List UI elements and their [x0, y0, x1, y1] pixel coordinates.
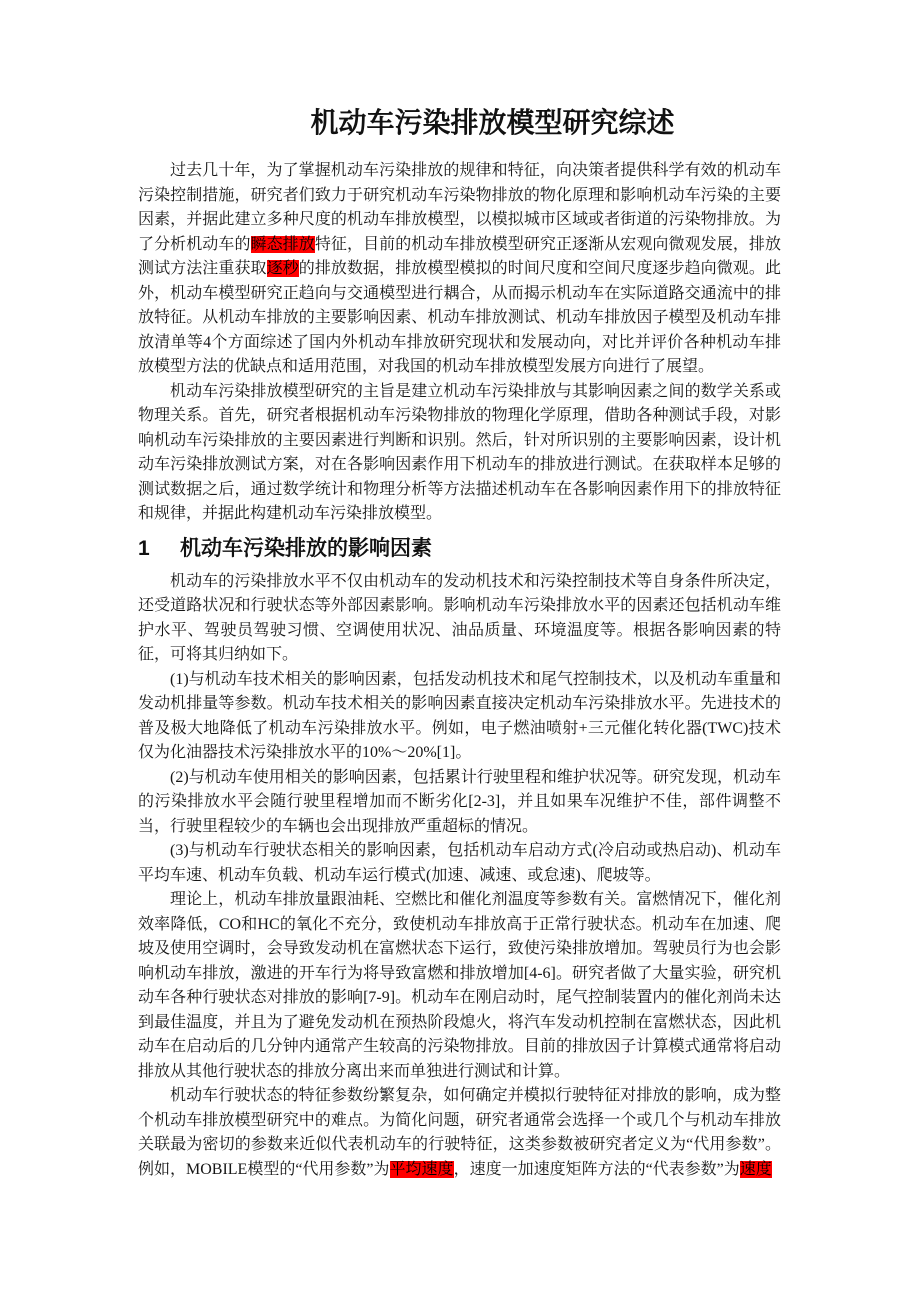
document-title: 机动车污染排放模型研究综述 — [310, 108, 675, 139]
body-text: 过去几十年，为了掌握机动车污染排放的规律和特征，向决策者提供科学有效的机动车污染控制措施，研究者们致力于研究机动车污染物排放的物化原理和影响机动车污染的主要因素，并据此建立多种尺度的机动车排放模型，以模拟城市区域或者街道的污染物排放。为了分析机动车的 — [138, 162, 781, 253]
section-1-title: 机动车污染排放的影响因素 — [180, 536, 432, 560]
paragraph-factor-1-technology — [138, 668, 781, 766]
section-1-number: 1 — [138, 536, 150, 560]
body-text: 机动车的污染排放水平不仅由机动车的发动机技术和污染控制技术等自身条件所决定，还受道路状况和行驶状态等外部因素影响。影响机动车污染排放水平的因素还包括机动车维护水平、驾驶员驾驶习惯、空调使用状况、油品质量、环境温度等。根据各影响因素的特征，可将其归纳如下。 — [138, 572, 781, 663]
body-text: 理论上，机动车排放量跟油耗、空燃比和催化剂温度等参数有关。富燃情况下，催化剂效率降低，CO和HC的氧化不充分，致使机动车排放高于正常行驶状态。机动车在加速、爬坡及使用空调时，会导致发动机在富燃状态下运行，致使污染排放增加。驾驶员行为也会影响机动车排放，激进的开车行为将导致富燃和排放增加[4-6]。研究者做了大量实验，研究机动车各种行驶状态对排放的影响[7-9]。机动车在刚启动时，尾气控制装置内的催化剂尚未达到最佳温度，并且为了避免发动机在预热阶段熄火，将汽车发动机控制在富燃状态，因此机动车在启动后的几分钟内通常产生较高的污染物排放。目前的排放因子计算模式通常将启动排放从其他行驶状态的排放分离出来而单独进行测试和计算。 — [138, 891, 781, 1080]
body-text: 特征，目前的机动车排放模型研究正逐渐从宏观向微观发展，排放测试方法注重获取 — [138, 235, 781, 277]
section-1-heading — [138, 535, 781, 563]
body-text: ，速度一加速度矩阵方法的“代表参数”为 — [453, 1160, 740, 1178]
text-column — [138, 0, 781, 1182]
highlighted-text: 速度 — [739, 1160, 772, 1178]
paragraph-factor-2-usage — [138, 766, 781, 840]
paragraph-theory-emissions — [138, 888, 781, 1084]
body-text: 的排放数据，排放模型模拟的时间尺度和空间尺度逐步趋向微观。此外，机动车模型研究正趋向与交通模型进行耦合，从而揭示机动车在实际道路交通流中的排放特征。从机动车排放的主要影响因素、机动车排放测试、机动车排放因子模型及机动车排放清单等4个方面综述了国内外机动车排放研究现状和发展动向，对比并评价各种机动车排放模型方法的优缺点和适用范围，对我国的机动车排放模型发展方向进行了展望。 — [138, 260, 781, 375]
highlighted-text: 平均速度 — [389, 1160, 454, 1178]
body-text: (3)与机动车行驶状态相关的影响因素，包括机动车启动方式(冷启动或热启动)、机动车平均车速、机动车负载、机动车运行模式(加速、减速、或怠速)、爬坡等。 — [138, 842, 781, 884]
body-text: 机动车行驶状态的特征参数纷繁复杂，如何确定并模拟行驶特征对排放的影响，成为整个机动车排放模型研究中的难点。为简化问题，研究者通常会选择一个或几个与机动车排放关联最为密切的参数来近似代表机动车的行驶特征，这类参数被研究者定义为“代用参数”。例如，MOBILE模型的“代用参数”为 — [138, 1087, 781, 1178]
paragraph-surrogate-parameters — [138, 1084, 781, 1182]
paragraph-intro-2 — [138, 380, 781, 527]
highlighted-text: 逐秒 — [266, 260, 299, 277]
body-text: 机动车污染排放模型研究的主旨是建立机动车污染排放与其影响因素之间的数学关系或物理关系。首先，研究者根据机动车污染物排放的物理化学原理，借助各种测试手段，对影响机动车污染排放的主要因素进行判断和识别。然后，针对所识别的主要影响因素，设计机动车污染排放测试方案，对在各影响因素作用下机动车的排放进行测试。在获取样本足够的测试数据之后，通过数学统计和物理分析等方法描述机动车在各影响因素作用下的排放特征和规律，并据此构建机动车污染排放模型。 — [138, 382, 781, 522]
paragraph-intro-1 — [138, 159, 781, 380]
body-text: (1)与机动车技术相关的影响因素，包括发动机技术和尾气控制技术，以及机动车重量和发动机排量等参数。机动车技术相关的影响因素直接决定机动车污染排放水平。先进技术的普及极大地降低了机动车污染排放水平。例如，电子燃油喷射+三元催化转化器(TWC)技术仅为化油器技术污染排放水平的10%～20%[1]。 — [138, 670, 781, 761]
paragraph-factor-3-driving-state — [138, 839, 781, 888]
body-text: (2)与机动车使用相关的影响因素，包括累计行驶里程和维护状况等。研究发现，机动车的污染排放水平会随行驶里程增加而不断劣化[2-3]，并且如果车况维护不佳，部件调整不当，行驶里程较少的车辆也会出现排放严重超标的情况。 — [138, 768, 781, 835]
highlighted-text: 瞬态排放 — [250, 235, 315, 253]
paragraph-section1-overview — [138, 570, 781, 668]
